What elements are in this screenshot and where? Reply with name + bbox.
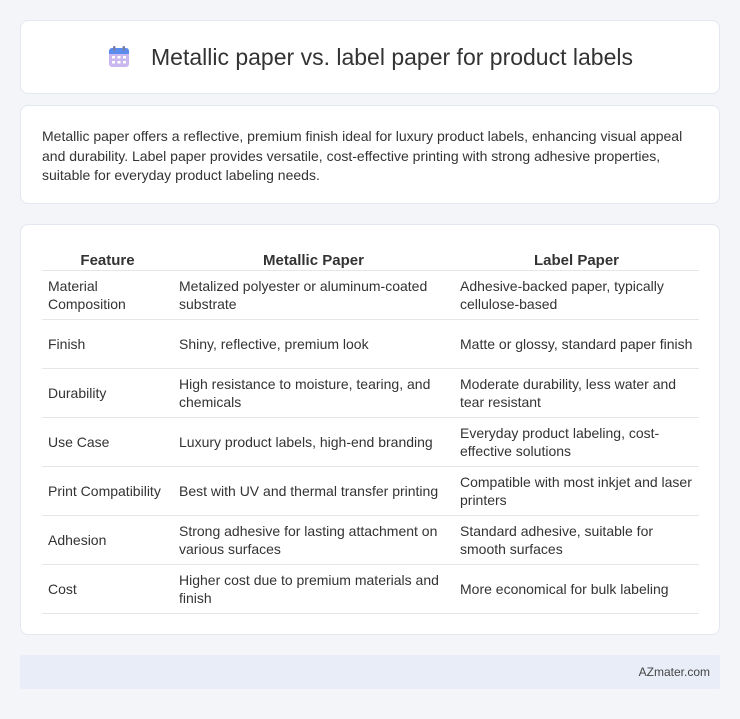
footer-site-name: AZmater.com bbox=[638, 665, 710, 679]
metallic-paper-cell: Higher cost due to premium materials and finish bbox=[173, 565, 454, 614]
page-title: Metallic paper vs. label paper for product labels bbox=[151, 43, 633, 70]
table-row bbox=[42, 320, 699, 369]
label-paper-cell: Everyday product labeling, cost-effective solutions bbox=[454, 418, 699, 467]
column-header-metallic-paper: Metallic Paper bbox=[173, 244, 454, 271]
label-paper-cell: Standard adhesive, suitable for smooth surfaces bbox=[454, 516, 699, 565]
column-header-label-paper: Label Paper bbox=[454, 244, 699, 271]
label-paper-cell: More economical for bulk labeling bbox=[454, 565, 699, 614]
feature-cell: Finish bbox=[42, 320, 173, 369]
feature-cell: Print Compatibility bbox=[42, 467, 173, 516]
metallic-paper-cell: Best with UV and thermal transfer printing bbox=[173, 467, 454, 516]
intro-card bbox=[20, 105, 720, 204]
feature-cell: Material Composition bbox=[42, 271, 173, 320]
table-row bbox=[42, 565, 699, 614]
label-paper-cell: Adhesive-backed paper, typically cellulose-based bbox=[454, 271, 699, 320]
column-header-feature: Feature bbox=[42, 244, 173, 271]
calendar-icon bbox=[107, 45, 131, 69]
metallic-paper-cell: Strong adhesive for lasting attachment on various surfaces bbox=[173, 516, 454, 565]
metallic-paper-cell: High resistance to moisture, tearing, and chemicals bbox=[173, 369, 454, 418]
metallic-paper-cell: Luxury product labels, high-end branding bbox=[173, 418, 454, 467]
label-paper-cell: Moderate durability, less water and tear resistant bbox=[454, 369, 699, 418]
table-row bbox=[42, 369, 699, 418]
label-paper-cell: Compatible with most inkjet and laser printers bbox=[454, 467, 699, 516]
metallic-paper-cell: Shiny, reflective, premium look bbox=[173, 320, 454, 369]
feature-cell: Cost bbox=[42, 565, 173, 614]
feature-cell: Adhesion bbox=[42, 516, 173, 565]
table-row bbox=[42, 418, 699, 467]
table-header-row bbox=[42, 244, 699, 271]
comparison-table bbox=[42, 244, 699, 614]
label-paper-cell: Matte or glossy, standard paper finish bbox=[454, 320, 699, 369]
feature-cell: Durability bbox=[42, 369, 173, 418]
table-row bbox=[42, 516, 699, 565]
footer-bar bbox=[20, 655, 720, 689]
table-row bbox=[42, 271, 699, 320]
comparison-table-card bbox=[20, 224, 720, 635]
feature-cell: Use Case bbox=[42, 418, 173, 467]
metallic-paper-cell: Metalized polyester or aluminum-coated substrate bbox=[173, 271, 454, 320]
table-row bbox=[42, 467, 699, 516]
intro-text: Metallic paper offers a reflective, premium finish ideal for luxury product labels, enhancing visual appeal and durability. Label paper provides versatile, cost-effective printing with strong adhesive properties, suitable for everyday product labeling needs. bbox=[42, 128, 683, 183]
title-card bbox=[20, 20, 720, 94]
